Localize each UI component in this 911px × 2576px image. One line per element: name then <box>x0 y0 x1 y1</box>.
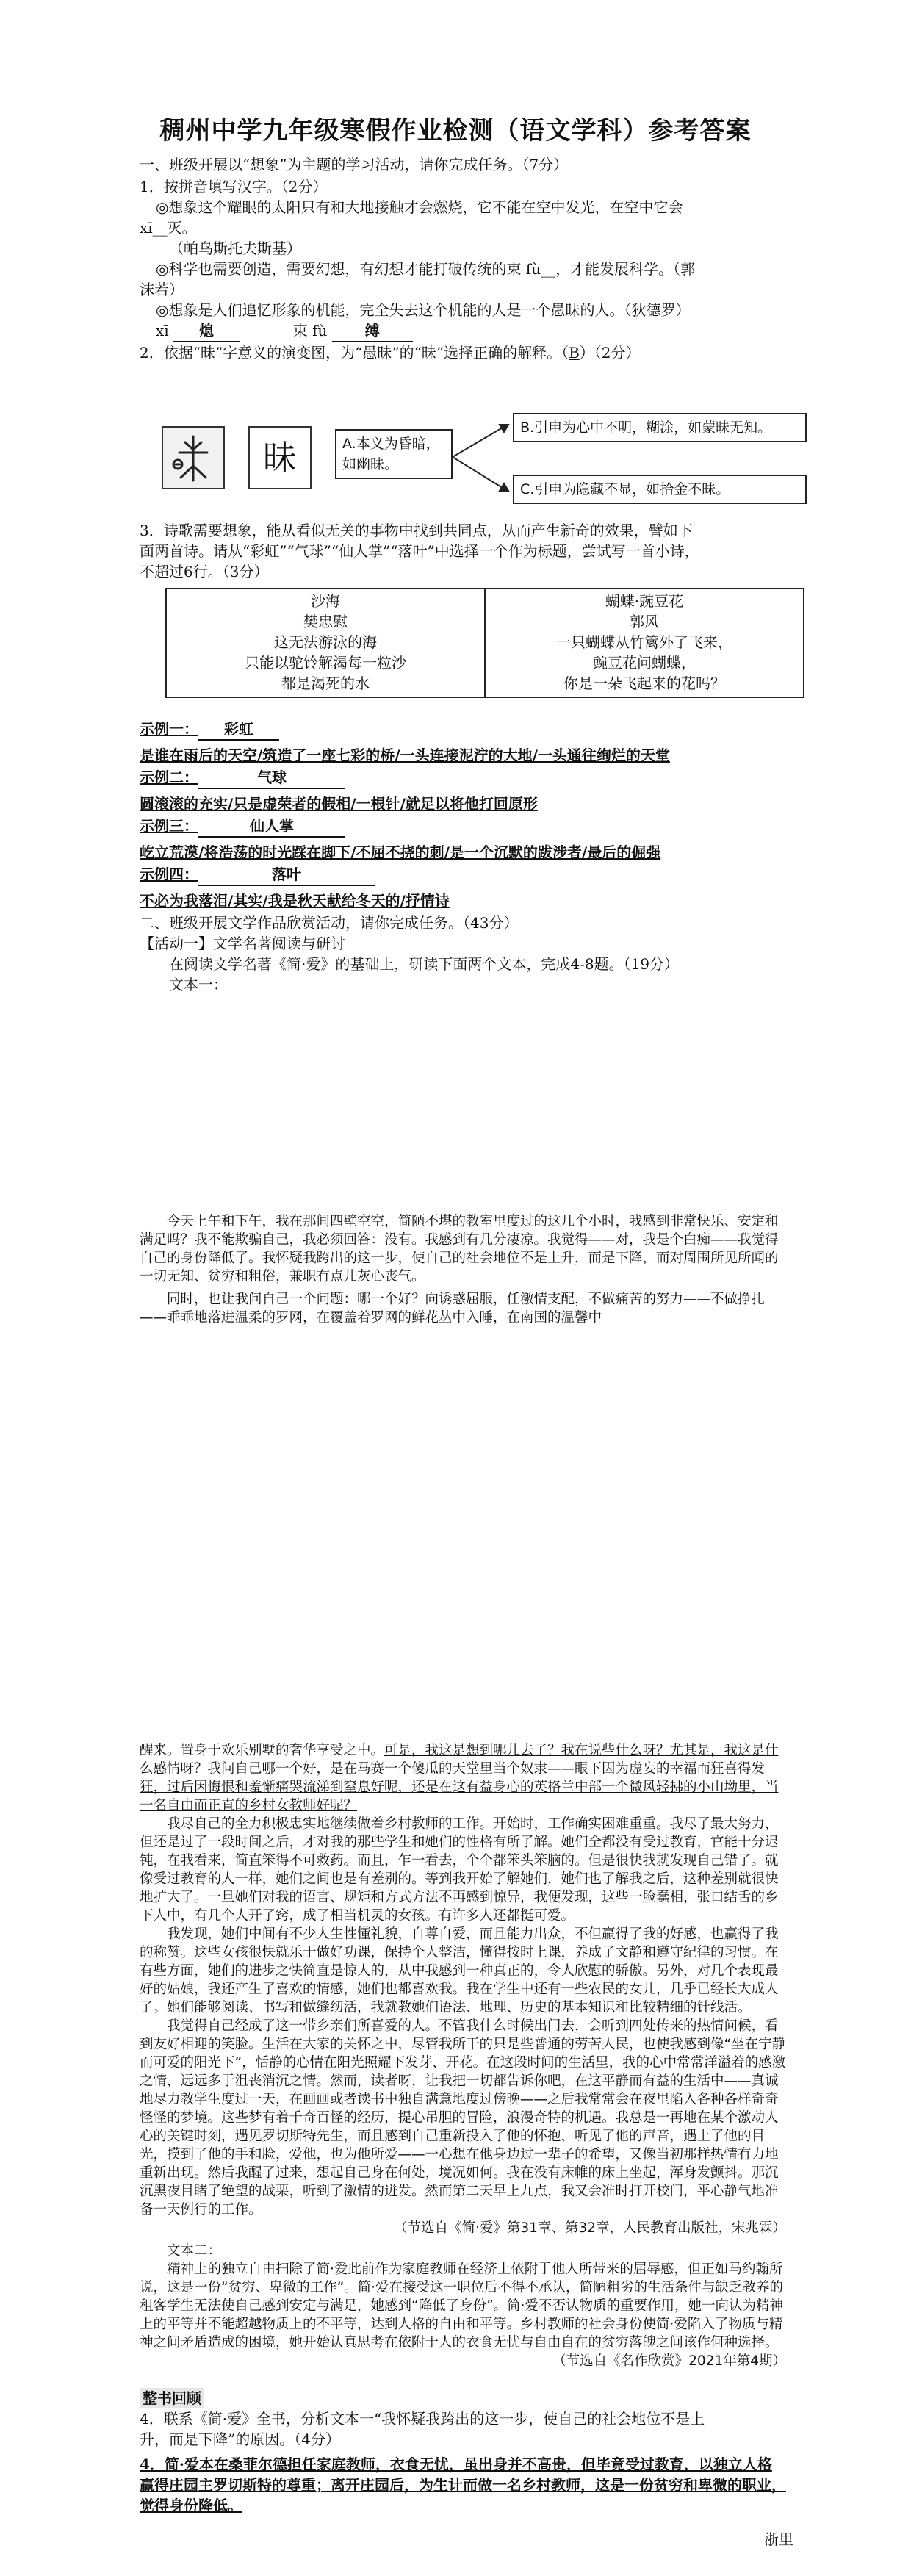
text1-paragraph: 我尽自己的全力积极忠实地继续做着乡村教师的工作。开始时，工作确实困难重重。我尽了最大努力，但还是过了一段时间之后，才对我的那些学生和她们的性格有所了解。她们全都没有受过教育，官能十分迟钝，在我看来，简直笨得不可救药。而且，乍一看去，个个都笨头笨脑的。但是很快我就发现自己错了。就像受过教育的人一样，她们之间也是有差别的。等到我开始了解她们，她们也了解我之后，这种差别就很快地扩大了。一旦她们对我的语言、规矩和方式方法不再感到惊异，我便发现，这些一脸蠢相，张口结舌的乡下人中，有几个人开了窍，成了相当机灵的女孩。有许多人还都挺可爱。 <box>140 1816 779 1924</box>
q2-stem-suffix: ）（2分） <box>579 344 641 361</box>
q1-item1-pinyin: xī__灭。 <box>140 219 197 237</box>
example-1-text: 是谁在雨后的天空/筑造了一座七彩的桥/一头连接泥泞的大地/一头通往绚烂的天堂 <box>140 746 670 764</box>
poem-right-line: 豌豆花问蝴蝶， <box>593 654 696 672</box>
q1-answer-a: 熄 <box>199 322 215 339</box>
example-4-label: 示例四： <box>140 866 198 883</box>
example-4-topic: 落叶 <box>272 866 301 883</box>
text2-paragraph: 精神上的独立自由扫除了简·爱此前作为家庭教师在经济上依附于他人所带来的屈辱感，但正如马约翰所说，这是一份“贫穷、卑微的工作”。简·爱在接受这一职位后不得不承认，简陋粗劣的生活条件与缺乏教养的租客学生无法使自己感到安定与满足，她感到“降低了身份”。简·爱不否认物质的重要作用，她一向认为精神上的平等并不能超越物质上的不平等，达到人格的自由和平等。乡村教师的社会身份使简·爱陷入了物质与精神之间矛盾造成的困境，她开始认真思考在依附于人的衣食无忧与自由自在的贫穷落魄之间该作何种选择。 <box>140 2262 784 2350</box>
q1-item1-source: （帕乌斯托夫斯基） <box>169 240 301 257</box>
poem-table <box>165 588 804 698</box>
q1-item3-line1: ◎想象是人们追忆形象的机能，完全失去这个机能的人是一个愚昧的人。（狄德罗） <box>156 301 691 319</box>
box-b: B.引申为心中不明，糊涂，如蒙昧无知。 <box>513 413 807 442</box>
diagram-arrows <box>453 411 511 507</box>
q3-stem-line1: 3．诗歌需要想象，能从看似无关的事物中找到共同点，从而产生新奇的效果，譬如下 <box>140 522 693 539</box>
example-2-topic: 气球 <box>257 769 287 786</box>
section1 <box>140 154 786 363</box>
mei-character-box: 昧 <box>248 426 312 489</box>
text1-underlined-passage: 可是，我这是想到哪儿去了？我在说些什么呀？尤其是，我这是什么感情呀？我问自己哪一个好，是在马赛一个傻瓜的天堂里当个奴隶——眼下因为虚妄的幸福而狂喜得发狂，过后因悔恨和羞惭痛哭流涕到窒息好呢，还是在这有益身心的英格兰中部一个微风轻拂的小山坳里，当一名自由而正直的乡村女教师好呢？ <box>140 1743 779 1813</box>
example-2-label: 示例二： <box>140 769 198 786</box>
example-2-header <box>140 767 786 789</box>
q1-answers <box>140 320 786 342</box>
q2-stem-prefix: 2．依据“昧”字意义的演变图，为“愚昧”的“昧”选择正确的解释。（ <box>140 344 569 361</box>
text1-label: 文本一： <box>169 976 228 993</box>
activity-heading: 【活动一】文学名著阅读与研讨 <box>140 935 345 952</box>
example-1-label: 示例一： <box>140 720 198 738</box>
example-3-topic: 仙人掌 <box>250 817 294 835</box>
example-1-header <box>140 719 786 741</box>
q1-answer-a-pinyin: xī <box>156 322 169 339</box>
q1-item2-line2: 沫若） <box>140 281 184 298</box>
q3 <box>140 520 786 582</box>
text1-part1 <box>140 1212 786 1327</box>
poem-right-title: 蝴蝶·豌豆花 <box>605 592 684 610</box>
text1-paragraph: 我觉得自己经成了这一带乡亲们所喜爱的人。不管我什么时候出门去，会听到四处传来的热情问候，看到友好相迎的笑脸。生活在大家的关怀之中，尽管我所干的只是些普通的劳苦人民，也使我感到像“坐在宁静而可爱的阳光下”，恬静的心情在阳光照耀下发芽、开花。在这段时间的生活里，我的心中常常洋溢着的感激之情，远远多于沮丧消沉之情。然而，读者呀，让我把一切都告诉你吧，在这平静而有益的生活中——真诚地尽力教学生度过一天，在画画或者读书中独自满意地度过傍晚——之后我常常会在夜里陷入各种各样奇奇怪怪的梦境。这些梦有着千奇百怪的经历，提心吊胆的冒险，浪漫奇特的机遇。我总是一再地在某个激动人心的关键时刻，遇见罗切斯特先生，而且感到自己重新投入了他的怀抱，听见了他的声音，遇上了他的目光，摸到了他的手和脸，爱他，也为他所爱——一心想在他身边过一辈子的希望，又像当初那样热情有力地重新出现。然后我醒了过来，想起自己身在何处，境况如何。我在没有床帷的床上坐起，浑身发颤抖。那沉沉黑夜目睹了绝望的战栗，听到了激情的迸发。然而第二天早上九点，我又会准时打开校门，平心静气地准备一天例行的工作。 <box>140 2018 786 2217</box>
text1-part2 <box>140 1741 786 2370</box>
text1-continuation <box>140 1741 786 1815</box>
mei-evolution-diagram <box>162 411 808 507</box>
text1-paragraph: 今天上午和下午，我在那间四壁空空，简陋不堪的教室里度过的这几个小时，我感到非常快乐、安定和满足吗？我不能欺骗自己，我必须回答：没有。我感到有几分凄凉。我觉得——对，我是个白痴——我觉得自己的身份降低了。我怀疑我跨出的这一步，使自己的社会地位不是上升，而是下降，而对周围所见所闻的一切无知、贫穷和粗俗，兼职有点儿灰心丧气。 <box>140 1214 779 1284</box>
text1-source: （节选自《简·爱》第31章、第32章，人民教育出版社，宋兆霖） <box>394 2220 786 2236</box>
text1-continuation-plain: 醒来。置身于欢乐别墅的奢华享受之中。 <box>140 1743 385 1758</box>
poem-right-author: 郭风 <box>630 613 659 630</box>
poem-left-line: 这无法游泳的海 <box>274 633 377 651</box>
ancient-mei-glyph-icon <box>163 428 223 488</box>
q4-answer: 4．简·爱本在桑菲尔德担任家庭教师，衣食无忧，虽出身并不高贵，但毕竟受过教育，以独立人格赢得庄园主罗切斯特的尊重；离开庄园后，为生计而做一名乡村教师，这是一份贫穷和卑微的职业，觉得身份降低。 <box>140 2456 786 2514</box>
q2-stem <box>140 342 786 363</box>
section1-heading: 一、班级开展以“想象”为主题的学习活动，请你完成任务。（7分） <box>140 156 569 173</box>
footer-mark: 浙里 <box>764 2530 793 2548</box>
section2-heading: 二、班级开展文学作品欣赏活动，请你完成任务。（43分） <box>140 914 519 932</box>
poem-left-line: 都是渴死的水 <box>281 674 370 692</box>
q2-answer: B <box>569 344 580 361</box>
example-4-text: 不必为我落泪/其实/我是秋天献给冬天的/抒情诗 <box>140 892 450 910</box>
example-2-text: 圆滚滚的充实/只是虚荣者的假相/一根针/就足以将他打回原形 <box>140 795 538 813</box>
q1-stem: 1．按拼音填写汉字。（2分） <box>140 178 328 195</box>
q3-stem-line2: 面两首诗。请从“彩虹”“气球”“仙人掌”“落叶”中选择一个作为标题，尝试写一首小诗， <box>140 542 699 560</box>
q3-examples <box>140 719 786 995</box>
poem-left-author: 樊忠慰 <box>303 613 348 630</box>
poem-right-cell <box>485 589 804 697</box>
poem-left-title: 沙海 <box>311 592 340 610</box>
review-tag: 整书回顾 <box>140 2388 204 2408</box>
box-c: C.引申为隐藏不显，如拾金不昧。 <box>513 475 807 504</box>
box-a: A.本义为昏暗，如幽昧。 <box>335 429 453 479</box>
q4-stem-line1: 4．联系《简·爱》全书，分析文本一“我怀疑我跨出的这一步，使自己的社会地位不是上 <box>140 2410 705 2428</box>
reading-intro: 在阅读文学名著《简·爱》的基础上，研读下面两个文本，完成4-8题。（19分） <box>169 955 680 973</box>
text1-paragraph: 我发现，她们中间有不少人生性懂礼貌，自尊自爱，而且能力出众，不但赢得了我的好感，也赢得了我的称赞。这些女孩很快就乐于做好功课，保持个人整洁，懂得按时上课，养成了文静和遵守纪律的习惯。在有些方面，她们的进步之快简直是惊人的，从中我感到一种真正的，令人欣慰的骄傲。另外，对几个表现最好的姑娘，我还产生了喜欢的情感，她们也都喜欢我。我在学生中还有一些农民的女儿，几乎已经长大成人了。她们能够阅读、书写和做缝纫活，我就教她们语法、地理、历史的基本知识和比较精细的针线活。 <box>140 1926 779 2015</box>
ancient-character-image <box>162 426 225 489</box>
text2-source: （节选自《名作欣赏》2021年第4期） <box>552 2353 786 2369</box>
poem-left-line: 只能以驼铃解渴每一粒沙 <box>245 654 406 672</box>
example-1-topic: 彩虹 <box>224 720 253 738</box>
text2-label: 文本二： <box>167 2243 222 2259</box>
example-3-header <box>140 816 786 838</box>
q4-block <box>140 2388 786 2516</box>
poem-right-line: 你是一朵飞起来的花吗？ <box>563 674 725 692</box>
blank-space <box>140 1348 786 1525</box>
page-title: 稠州中学九年级寒假作业检测（语文学科）参考答案 <box>159 116 752 145</box>
q1-item1-line1: ◎想象这个耀眼的太阳只有和大地接触才会燃烧，它不能在空中发光，在空中它会 <box>156 198 683 216</box>
text1-paragraph: 同时，也让我问自己一个问题：哪一个好？向诱惑屈服，任激情支配，不做痛苦的努力——不做挣扎——乖乖地落进温柔的罗网，在覆盖着罗网的鲜花丛中入睡，在南国的温馨中 <box>140 1292 766 1325</box>
example-4-header <box>140 864 786 886</box>
poem-right-line: 一只蝴蝶从竹篱外了飞来， <box>556 633 732 651</box>
example-3-text: 屹立荒漠/将浩荡的时光踩在脚下/不屈不挠的刺/是一个沉默的跋涉者/最后的倔强 <box>140 843 661 861</box>
q1-answer-b-pinyin: 束 fù <box>292 322 328 339</box>
poem-left-cell <box>166 589 485 697</box>
q3-stem-line3: 不超过6行。（3分） <box>140 563 269 580</box>
example-3-label: 示例三： <box>140 817 198 835</box>
q1-item2-line1: ◎科学也需要创造，需要幻想，有幻想才能打破传统的束 fù__，才能发展科学。（郭 <box>156 260 696 278</box>
q4-stem-line2: 升，而是下降”的原因。（4分） <box>140 2431 340 2448</box>
q1-answer-b: 缚 <box>364 322 380 339</box>
